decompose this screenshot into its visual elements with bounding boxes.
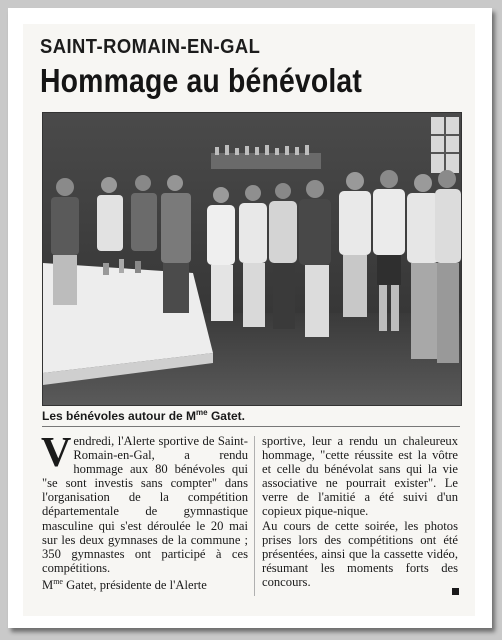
body-paragraph: sportive, leur a rendu un chaleureux hommage, "cette réussite est la vôtre et celle du bénévolat sans qui la vie associative ne pourrait exister". Le verre de l'amitié a été suivi d'un copieux pique-nique. bbox=[262, 434, 458, 519]
body-text: endredi, l'Alerte sportive de Saint-Romain-en-Gal, a rendu hommage aux 80 bénévoles qui "se sont investis sans compter" dans l'organisation de la compétition départementale de gymnastique masculine qui s'est déroulée le 20 mai sur les deux gymnases de la commune ; 350 gymnastes ont participé à ces compétitions. bbox=[42, 434, 248, 575]
body-column-left bbox=[41, 430, 248, 593]
body-column-right bbox=[262, 434, 458, 589]
body-paragraph: Au cours de cette soirée, les photos prises lors des compétitions ont été présentées, ainsi que la cassette vidéo, résumant les moments forts des concours. bbox=[262, 518, 458, 589]
end-of-article-mark bbox=[452, 588, 459, 595]
article-headline: Hommage au bénévolat bbox=[40, 62, 363, 99]
group-photo bbox=[42, 112, 462, 406]
body-superscript: me bbox=[53, 576, 63, 586]
body-paragraph bbox=[41, 430, 248, 575]
photo-caption bbox=[42, 408, 245, 423]
caption-suffix: Gatet. bbox=[207, 409, 245, 423]
body-text-prefix: M bbox=[42, 578, 54, 593]
column-divider bbox=[254, 436, 255, 596]
caption-rule bbox=[42, 426, 460, 427]
body-paragraph bbox=[42, 575, 248, 592]
article-kicker: SAINT-ROMAIN-EN-GAL bbox=[40, 36, 261, 58]
caption-prefix: Les bénévoles autour de M bbox=[42, 409, 197, 423]
drop-cap: V bbox=[41, 430, 72, 476]
body-text-suffix: Gatet, présidente de l'Alerte bbox=[62, 578, 207, 593]
caption-superscript: me bbox=[196, 408, 208, 417]
